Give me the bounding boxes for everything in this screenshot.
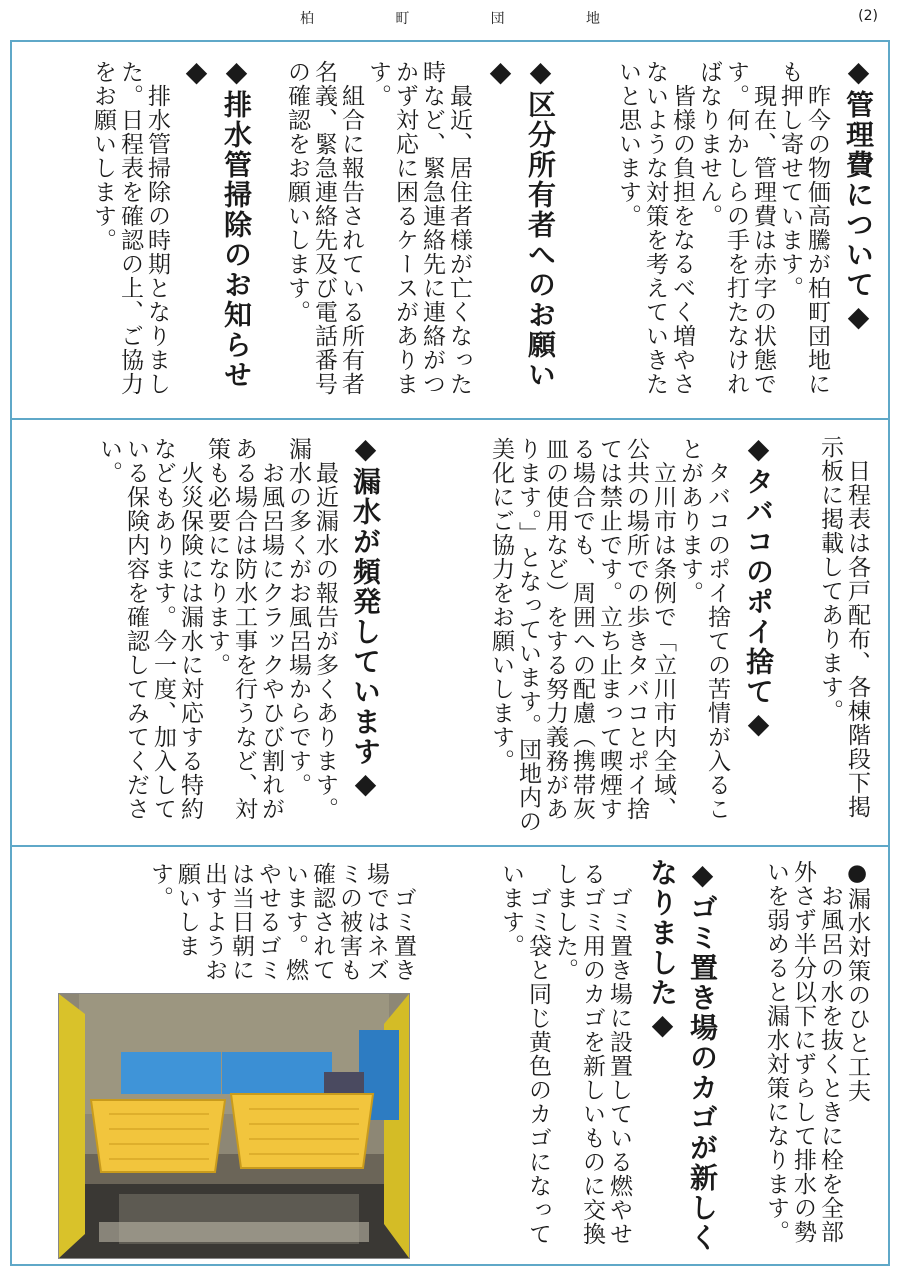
section-divider <box>10 845 890 847</box>
rousui-heading: ◆漏水が頻発しています◆ <box>349 432 382 802</box>
tabako-heading: ◆タバコのポイ捨て◆ <box>742 432 775 742</box>
kanri-heading: ◆管理費について◆ <box>842 55 875 335</box>
title-char: 団 <box>490 11 505 27</box>
kanri-body: 昨今の物価高騰が柏町団地にも押し寄せています。 現在、管理費は赤字の状態です。何かしらの手を打たなければなりません。 皆様の負担をなるべく増やさないような対策を考えていきたいと思います。 <box>615 60 830 396</box>
garbage-station-photo <box>58 993 410 1259</box>
kubun-heading: ◆区分所有者へのお願い◆ <box>484 55 557 390</box>
title-char: 柏 <box>300 11 314 27</box>
haisui-body: 排水管掃除の時期となりました。日程表を確認の上、ご協力をお願いします。 <box>90 60 170 396</box>
page-number: (2) <box>858 8 878 24</box>
title-char: 地 <box>585 11 600 27</box>
gomi-heading: ◆ゴミ置き場のカゴが新しくなりました◆ <box>646 858 719 1253</box>
gomi-body: ゴミ置き場に設置している燃やせるゴミ用のカゴを新しいものに交換しました。 ゴミ袋と同じ黄色のカゴになっています。 <box>498 862 632 1246</box>
tabako-body: タバコのポイ捨ての苦情が入ることがあります。 立川市は条例で「立川市内全域、公共の場所での歩きタバコとポイ捨ては禁止です。立ち止まって喫煙する場合でも、周囲への配慮（携帯灰皿の使用など）をする努力義務があります。」となっています。団地内の美化にご協力をお願いします。 <box>488 437 730 834</box>
kubun-body: 最近、居住者様が亡くなった時など、緊急連絡先に連絡がつかず対応に困るケースがあります。 組合に報告されている所有者名義、緊急連絡先及び電話番号の確認をお願いします。 <box>284 60 472 396</box>
rousui-body: 最近漏水の報告が多くあります。漏水の多くがお風呂場からです。 お風呂場にクラックやひび割れがある場合は防水工事を行うなど、対策も必要になります。 火災保険には漏水に対応する特約などもあります。今一度、加入している保険内容を確認してみてください。 <box>96 437 338 821</box>
title-char: 町 <box>395 11 410 27</box>
gomi2-body: ゴミ置き場ではネズミの被害も確認されています。燃やせるゴミは当日朝に出すようお願いします。 <box>147 862 416 982</box>
newsletter-title <box>300 8 600 32</box>
haisui-heading: ◆排水管掃除のお知らせ◆ <box>180 55 253 390</box>
nittei-body: 日程表は各戸配布、各棟階段下掲示板に掲載してあります。 <box>817 435 870 819</box>
kufuu-body: ●漏水対策のひと工夫 お風呂の水を抜くときに栓を全部外さず半分以下にずらして排水の勢いを弱めると漏水対策になります。 <box>763 860 870 1244</box>
section-divider <box>10 418 890 420</box>
